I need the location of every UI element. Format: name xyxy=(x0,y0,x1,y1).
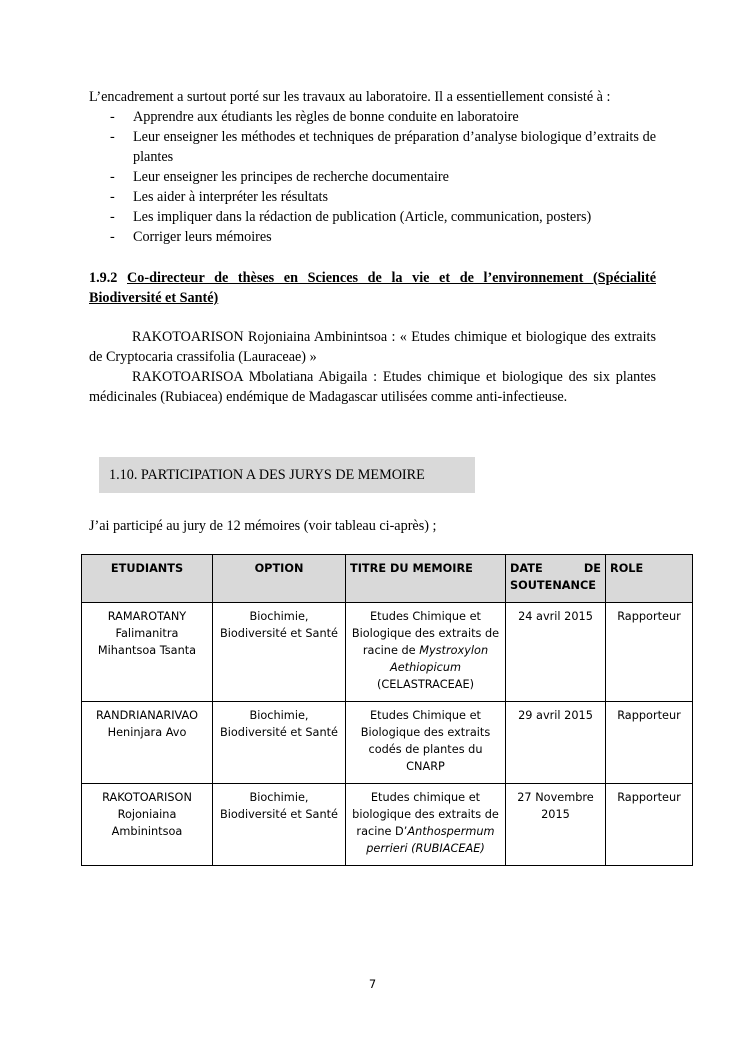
section-heading-1-9-2 xyxy=(89,268,656,308)
cell-etudiant: RAKOTOARISON Rojoniaina Ambinintsoa xyxy=(82,784,213,866)
list-item: - Apprendre aux étudiants les règles de bonne conduite en laboratoire xyxy=(110,109,519,125)
cell-option: Biochimie, Biodiversité et Santé xyxy=(213,603,346,702)
list-item: - Les impliquer dans la rédaction de publication (Article, communication, posters) xyxy=(110,209,592,225)
cell-role: Rapporteur xyxy=(606,702,693,784)
table-row xyxy=(82,784,693,866)
cell-role: Rapporteur xyxy=(606,603,693,702)
table-row xyxy=(82,603,693,702)
column-header-titre: TITRE DU MEMOIRE xyxy=(346,555,506,603)
cell-date: 29 avril 2015 xyxy=(506,702,606,784)
table-header-row xyxy=(82,555,693,603)
cell-titre: Etudes Chimique et Biologique des extraits de racine de Mystroxylon Aethiopicum (CELASTRACEAE) xyxy=(346,603,506,702)
cell-date: 24 avril 2015 xyxy=(506,603,606,702)
thesis-entry: RAKOTOARISON Rojoniaina Ambinintsoa : « Etudes chimique et biologique des extraits de Cryptocaria crassifolia (Lauraceae) » xyxy=(89,329,656,365)
column-header-option: OPTION xyxy=(213,555,346,603)
cell-date: 27 Novembre 2015 xyxy=(506,784,606,866)
jury-intro-paragraph: J’ai participé au jury de 12 mémoires (voir tableau ci-après) ; xyxy=(89,518,437,534)
cell-option: Biochimie, Biodiversité et Santé xyxy=(213,702,346,784)
section-heading-1-10: 1.10. PARTICIPATION A DES JURYS DE MEMOIRE xyxy=(99,457,475,493)
cell-titre: Etudes Chimique et Biologique des extraits codés de plantes du CNARP xyxy=(346,702,506,784)
list-item: - Leur enseigner les principes de recherche documentaire xyxy=(110,169,449,185)
list-item: - Corriger leurs mémoires xyxy=(110,229,272,245)
section-title: Co-directeur de thèses en Sciences de la vie et de l’environnement (Spécialité Biodiversité et Santé) xyxy=(89,270,656,306)
cell-role: Rapporteur xyxy=(606,784,693,866)
cell-etudiant: RAMAROTANY Falimanitra Mihantsoa Tsanta xyxy=(82,603,213,702)
column-header-date: DATE DE SOUTENANCE xyxy=(506,555,606,603)
thesis-entry: RAKOTOARISOA Mbolatiana Abigaila : Etudes chimique et biologique des six plantes médicinales (Rubiacea) endémique de Madagascar utilisées comme anti-infectieuse. xyxy=(89,369,656,405)
column-header-role: ROLE xyxy=(606,555,693,603)
page-number: 7 xyxy=(368,977,377,991)
column-header-etudiants: ETUDIANTS xyxy=(82,555,213,603)
table-row xyxy=(82,702,693,784)
list-item: - Leur enseigner les méthodes et techniques de préparation d’analyse biologique d’extraits de plantes xyxy=(110,129,656,165)
memoires-table xyxy=(81,554,693,866)
section-number: 1.9.2 xyxy=(89,270,118,286)
cell-option: Biochimie, Biodiversité et Santé xyxy=(213,784,346,866)
intro-paragraph: L’encadrement a surtout porté sur les travaux au laboratoire. Il a essentiellement consisté à : xyxy=(89,89,611,105)
supervision-task-list xyxy=(89,107,656,247)
list-item: - Les aider à interpréter les résultats xyxy=(110,189,328,205)
cell-titre: Etudes chimique et biologique des extraits de racine D’Anthospermum perrieri (RUBIACEAE) xyxy=(346,784,506,866)
cell-etudiant: RANDRIANARIVAO Heninjara Avo xyxy=(82,702,213,784)
